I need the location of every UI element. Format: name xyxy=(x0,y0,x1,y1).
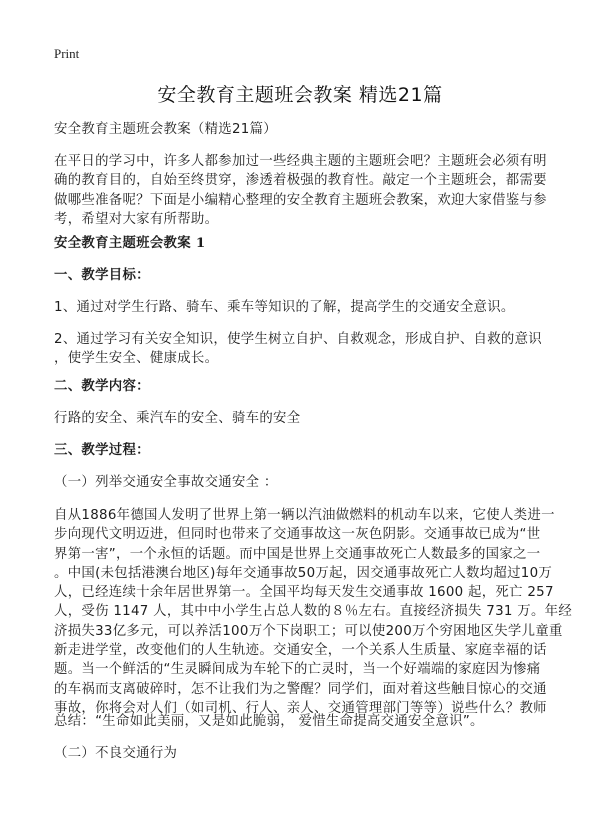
plan-heading: 安全教育主题班会教案 1 xyxy=(54,235,206,251)
section-heading-goals: 一、教学目标： xyxy=(54,267,150,283)
body-line: 界第一害”，一个永恒的话题。而中国是世界上交通事故死亡人数最多的国家之一 xyxy=(54,546,541,562)
intro-line: 在平日的学习中，许多人都参加过一些经典主题的主题班会吧？主题班会必须有明 xyxy=(54,154,547,169)
intro-line: 考，希望对大家有所帮助。 xyxy=(54,211,219,227)
intro-line: 确的教育目的，自始至终贯穿，渗透着极强的教育性。敲定一个主题班会，都需要 xyxy=(54,173,547,189)
body-line: 步向现代文明迈进，但同时也带来了交通事故这一灰色阴影。交通事故已成为“世 xyxy=(54,527,541,543)
intro-line: 做哪些准备呢？下面是小编精心整理的安全教育主题班会教案，欢迎大家借鉴与参 xyxy=(54,192,547,208)
goal-line: ，使学生安全、健康成长。 xyxy=(54,351,219,367)
step1-body xyxy=(54,506,573,718)
body-line: 的车祸而支离破碎时，怎不让我们为之警醒？同学们，面对着这些触目惊心的交通 xyxy=(54,681,547,697)
step2-heading: （二）不良交通行为 xyxy=(54,746,178,761)
body-line: 题。当一个鲜活的“生灵瞬间成为车轮下的亡灵时，当一个好端端的家庭因为惨痛 xyxy=(54,662,541,678)
section-heading-process: 三、教学过程： xyxy=(54,442,150,458)
body-line: 人，受伤 1147 人，其中中小学生占总人数的８％左右。直接经济损失 731 万。年经 xyxy=(54,604,573,620)
body-line: 事故，你将会对人们（如司机、行人、亲人、交通管理部门等等）说些什么？教师 xyxy=(54,700,547,716)
content-text: 行路的安全、乘汽车的安全、骑车的安全 xyxy=(54,411,301,426)
section-heading-content: 二、教学内容： xyxy=(54,378,150,394)
intro-paragraph xyxy=(54,152,564,229)
page-title: 安全教育主题班会教案 精选21篇 xyxy=(157,84,443,106)
print-link[interactable]: Print xyxy=(54,46,80,61)
body-line: 人，已经连续十余年居世界第一。全国平均每天发生交通事故 1600 起，死亡 257 xyxy=(54,585,554,601)
step1-heading: （一）列举交通安全事故交通安全 ： xyxy=(54,475,278,490)
document-subtitle: 安全教育主题班会教案（精选21篇） xyxy=(54,122,277,137)
body-line: 。中国(未包括港澳台地区)每年交通事故50万起，因交通事故死亡人数均超过10万 xyxy=(54,565,553,581)
goal-item-2 xyxy=(54,330,564,369)
body-line: 新走进学堂，改变他们的人生轨迹。交通安全，一个关系人生质量、家庭幸福的话 xyxy=(54,643,547,659)
goal-item-1: 1、通过对学生行路、骑车、乘车等知识的了解，提高学生的交通安全意识。 xyxy=(54,300,515,315)
goal-line: 2、通过学习有关安全知识，使学生树立自护、自救观念，形成自护、自救的意识 xyxy=(54,332,542,347)
teacher-summary: 总结：“生命如此美丽，又是如此脆弱， 爱惜生命提高交通安全意识”。 xyxy=(54,714,484,729)
body-line: 自从1886年德国人发明了世界上第一辆以汽油做燃料的机动车以来，它使人类进一 xyxy=(54,508,555,523)
body-line: 济损失33亿多元，可以养活100万个下岗职工；可以使200万个穷困地区失学儿童重 xyxy=(54,623,563,639)
